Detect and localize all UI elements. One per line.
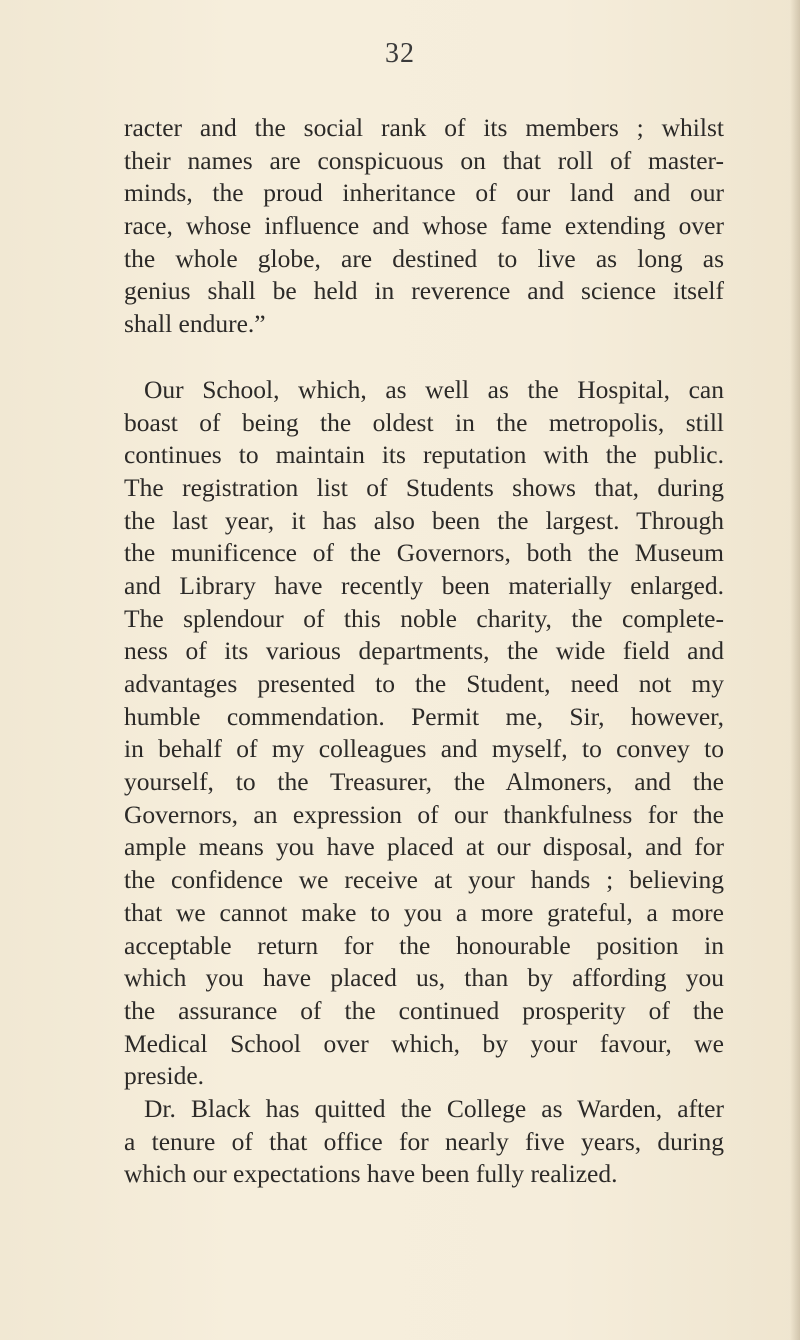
text-line: genius shall be held in reverence and science itself <box>124 276 724 306</box>
page-number: 32 <box>385 38 415 69</box>
text-line: continues to maintain its reputation with the public. <box>124 440 724 470</box>
text-line: that we cannot make to you a more grateful, a more <box>124 897 724 927</box>
text-line: ness of its various departments, the wide field and <box>124 636 724 666</box>
text-line: The registration list of Students shows that, during <box>124 472 724 502</box>
text-line: which you have placed us, than by affording you <box>124 963 724 993</box>
text-line: yourself, to the Treasurer, the Almoners, and the <box>124 767 724 797</box>
paragraph-1 <box>124 112 724 341</box>
text-line: the whole globe, are destined to live as long as <box>124 243 724 273</box>
text-line: ample means you have placed at our disposal, and for <box>124 832 724 862</box>
text-line: shall endure.” <box>124 309 266 339</box>
paragraph-3 <box>124 1093 724 1191</box>
text-line: racter and the social rank of its members ; whilst <box>124 113 724 142</box>
text-line: race, whose influence and whose fame extending over <box>124 211 724 241</box>
text-line: The splendour of this noble charity, the complete- <box>124 603 724 633</box>
text-line: the confidence we receive at your hands ; believing <box>124 865 724 895</box>
text-line: humble commendation. Permit me, Sir, however, <box>124 701 724 731</box>
text-line: the last year, it has also been the largest. Through <box>124 505 724 535</box>
text-line: their names are conspicuous on that roll of master- <box>124 145 724 175</box>
text-line: boast of being the oldest in the metropolis, still <box>124 407 724 437</box>
text-line: the assurance of the continued prosperity of the <box>124 995 724 1025</box>
paragraph-2 <box>124 374 724 1093</box>
text-line: Dr. Black has quitted the College as Warden, after <box>144 1093 724 1123</box>
text-line: Medical School over which, by your favour, we <box>124 1028 724 1058</box>
paragraph-gap <box>124 341 724 374</box>
text-line: advantages presented to the Student, need not my <box>124 669 724 698</box>
text-line: the munificence of the Governors, both the Museum <box>124 538 724 568</box>
page-edge-shadow <box>790 0 800 1340</box>
text-line: acceptable return for the honourable position in <box>124 930 724 960</box>
text-line: a tenure of that office for nearly five years, during <box>124 1126 724 1156</box>
text-line: Our School, which, as well as the Hospital, can <box>144 374 724 404</box>
text-line: and Library have recently been materially enlarged. <box>124 570 724 600</box>
text-line: which our expectations have been fully realized. <box>124 1159 618 1189</box>
text-line: in behalf of my colleagues and myself, to convey to <box>124 734 724 764</box>
text-line: Governors, an expression of our thankfulness for the <box>124 799 724 829</box>
text-line: minds, the proud inheritance of our land and our <box>124 178 724 208</box>
body-text <box>124 112 724 1191</box>
text-line: preside. <box>124 1061 205 1091</box>
